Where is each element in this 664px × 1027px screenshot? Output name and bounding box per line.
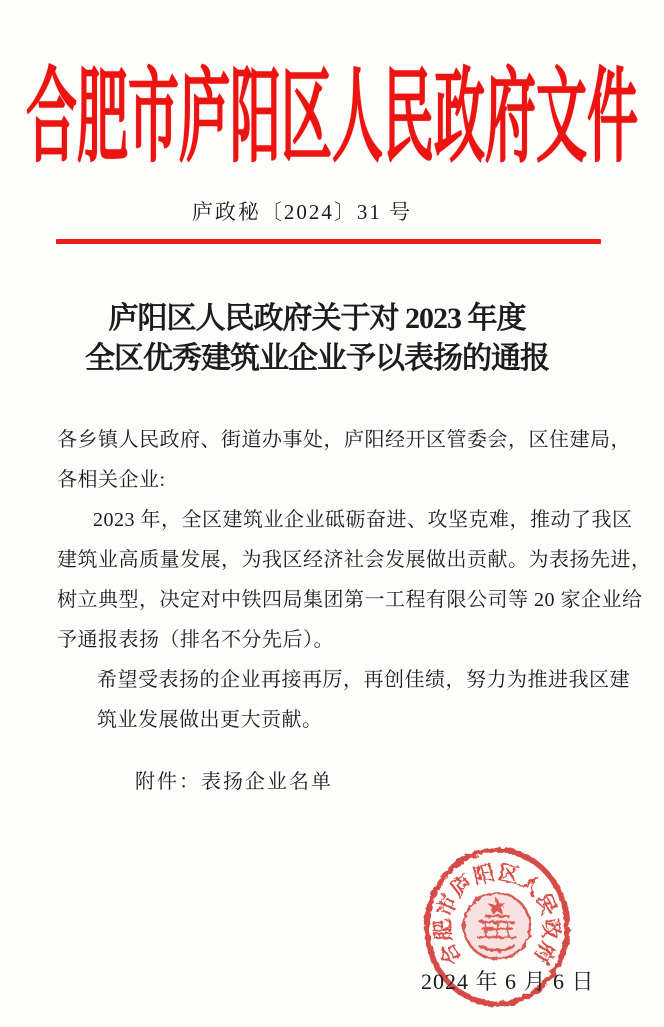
letterhead-title: 合肥市庐阳区人民政府文件 xyxy=(25,63,638,177)
national-emblem-icon xyxy=(464,893,530,959)
salutation-line: 各乡镇人民政府、街道办事处，庐阳经开区管委会，区住建局， xyxy=(57,429,631,451)
salutation-line: 各相关企业: xyxy=(57,469,166,491)
document-title-line2: 全区优秀建筑业企业予以表扬的通报 xyxy=(85,342,549,375)
red-divider-line xyxy=(56,239,601,244)
paragraph-line: 筑业发展做出更大贡献。 xyxy=(97,709,323,731)
paragraph-line: 予通报表扬（排名不分先后）。 xyxy=(57,629,334,651)
document-body xyxy=(57,420,652,740)
paragraph-line: 建筑业高质量发展，为我区经济社会发展做出贡献。为表扬先进， xyxy=(57,549,652,571)
paragraph-line: 希望受表扬的企业再接再厉，再创佳绩，努力为推进我区建 xyxy=(97,669,630,691)
paragraph-line: 2023 年，全区建筑业企业砥砺奋进、攻坚克难，推动了我区 xyxy=(93,509,633,531)
document-date: 2024 年 6 月 6 日 xyxy=(421,969,595,994)
document-number: 庐政秘〔2024〕31 号 xyxy=(191,200,413,224)
attachment-note: 附件：表扬企业名单 xyxy=(135,771,333,793)
document-title xyxy=(0,299,649,379)
paragraph-line: 树立典型，决定对中铁四局集团第一工程有限公司等 20 家企业给 xyxy=(57,589,643,611)
seal-ring-text: 合肥市庐阳区人民政府 xyxy=(430,860,564,969)
document-title-line1: 庐阳区人民政府关于对 2023 年度 xyxy=(108,302,526,335)
